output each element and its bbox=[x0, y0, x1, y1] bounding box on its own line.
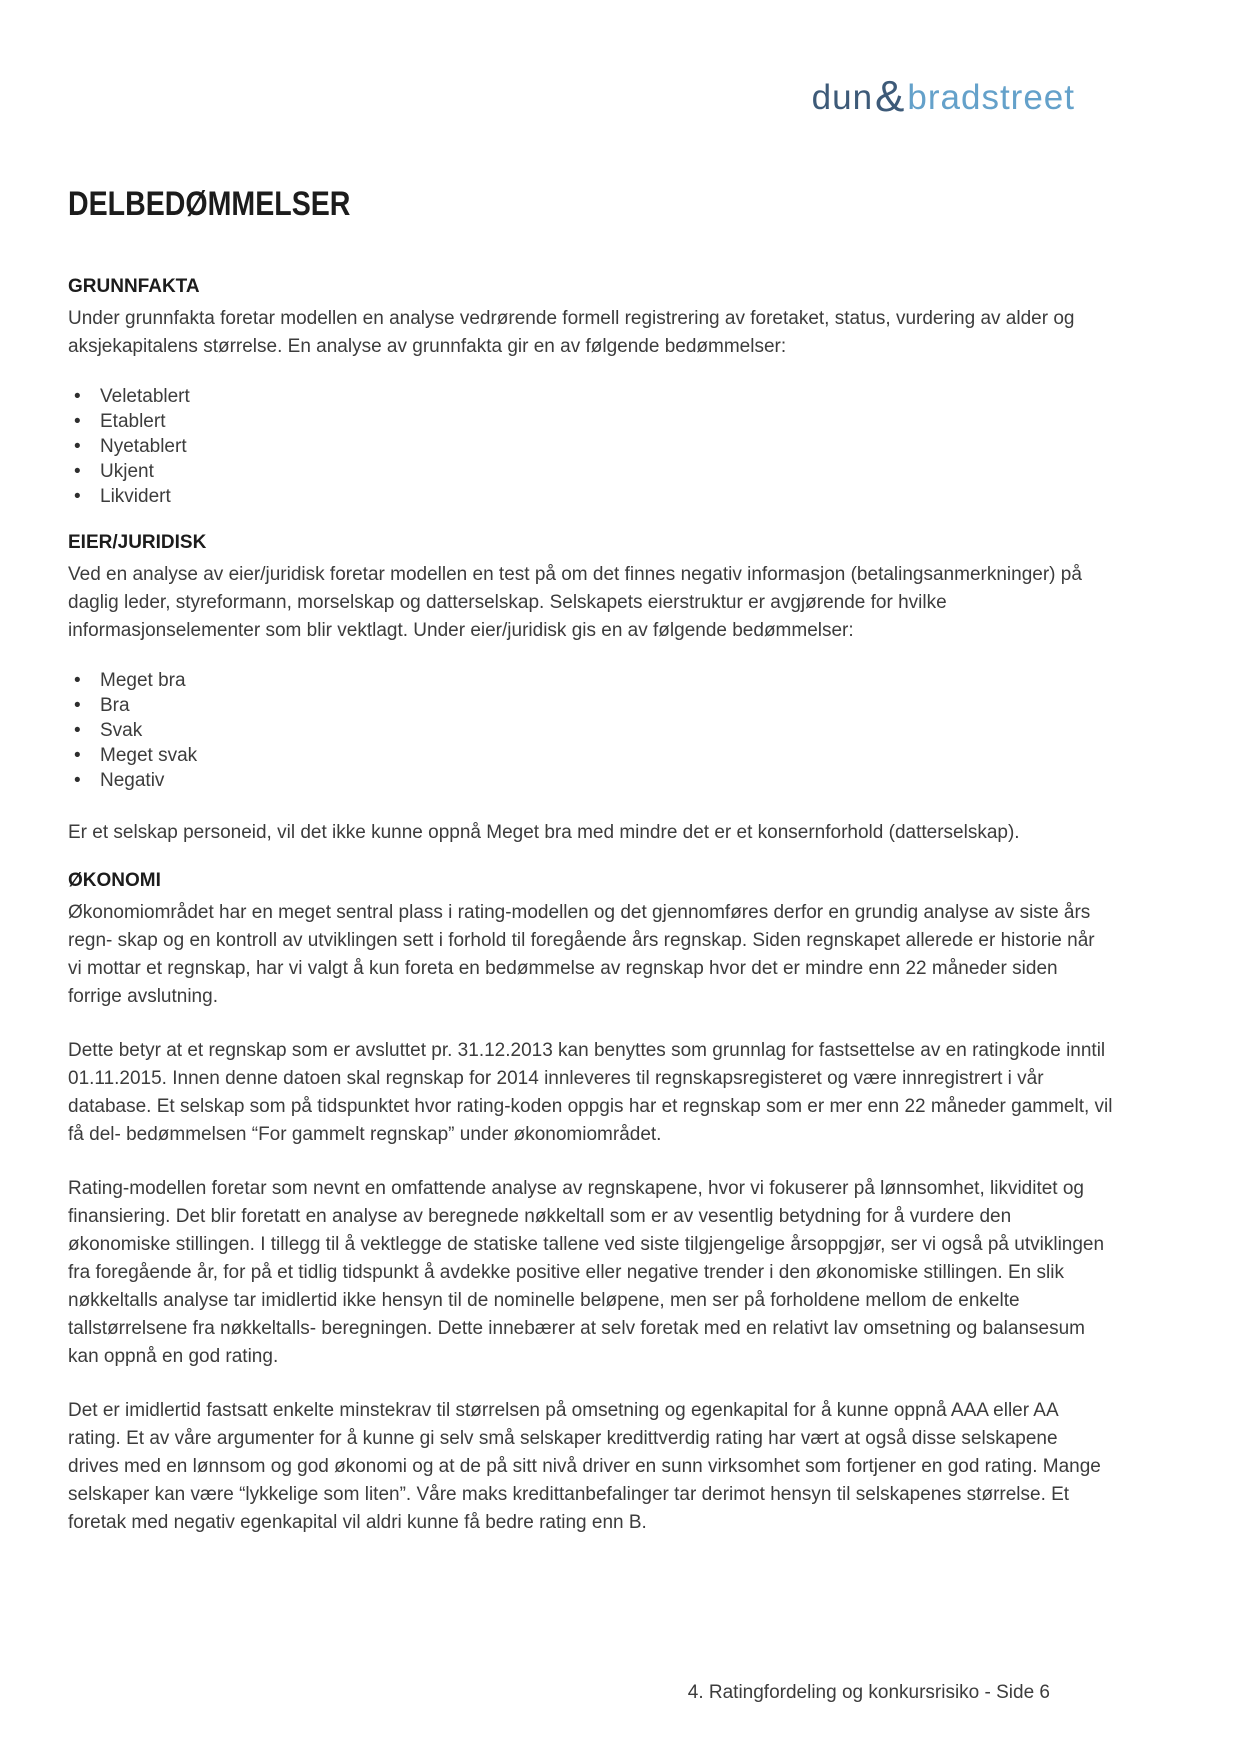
list-item bbox=[68, 668, 1113, 693]
list-item bbox=[68, 743, 1113, 768]
logo-text-bradstreet: bradstreet bbox=[907, 78, 1075, 117]
list-item-label: Meget bra bbox=[100, 670, 186, 691]
bullet-icon: • bbox=[74, 720, 81, 741]
list-item bbox=[68, 434, 1113, 459]
bullet-icon: • bbox=[74, 411, 81, 432]
okonomi-paragraph-4: Det er imidlertid fastsatt enkelte minstekrav til størrelsen på omsetning og egenkapital for å kunne oppnå AAA eller AA rating. Et av våre argumenter for å kunne gi selv små selskaper kredittverdig rating har vært at også disse selskapene drives med en lønnsom og god økonomi og at de på sitt nivå driver en sunn virksomhet som fortjener en god rating. Mange selskaper kan være “lykkelige som liten”. Våre maks kredittanbefalinger tar derimot hensyn til selskapenes størrelse. Et foretak med negativ egenkapital vil aldri kunne få bedre rating enn B. bbox=[68, 1400, 1101, 1533]
grunnfakta-intro-paragraph: Under grunnfakta foretar modellen en analyse vedrørende formell registrering av foretaket, status, vurdering av alder og aksjekapitalens størrelse. En analyse av grunnfakta gir en av følgende bedømmelser: bbox=[68, 308, 1075, 357]
bullet-icon: • bbox=[74, 670, 81, 691]
okonomi-paragraph-1: Økonomiområdet har en meget sentral plass i rating-modellen og det gjennomføres derfor en grundig analyse av siste års regn- skap og en kontroll av utviklingen sett i forhold til foregående års regnskap. Siden regnskapet allerede er historie når vi mottar et regnskap, har vi valgt å kun foreta en bedømmelse av regnskap hvor det er mindre enn 22 måneder siden forrige avslutning. bbox=[68, 902, 1095, 1007]
list-item-label: Likvidert bbox=[100, 486, 171, 507]
eier-juridisk-bullet-list bbox=[68, 668, 1113, 793]
document-content bbox=[68, 0, 1113, 1537]
section-heading-okonomi: ØKONOMI bbox=[68, 870, 161, 891]
list-item-label: Veletablert bbox=[100, 386, 190, 407]
okonomi-paragraph-3: Rating-modellen foretar som nevnt en omfattende analyse av regnskapene, hvor vi fokuserer på lønnsomhet, likviditet og finansiering. Det blir foretatt en analyse av beregnede nøkkeltall som er av vesentlig betydning for å vurdere den økonomiske stillingen. I tillegg til å vektlegge de statiske tallene ved siste tilgjengelige årsoppgjør, ser vi også på utviklingen fra foregående år, for på et tidlig tidspunkt å avdekke positive eller negative trender i den økonomiske stillingen. En slik nøkkeltalls analyse tar imidlertid ikke hensyn til de nominelle beløpene, men ser på forholdene mellom de enkelte tallstørrelsene fra nøkkeltalls- beregningen. Dette innebærer at selv foretak med en relativt lav omsetning og balansesum kan oppnå en god rating. bbox=[68, 1178, 1105, 1367]
list-item bbox=[68, 484, 1113, 509]
section-heading-eier-juridisk: EIER/JURIDISK bbox=[68, 532, 207, 553]
page-title: DELBEDØMMELSER bbox=[68, 185, 351, 223]
logo-text-dun: dun bbox=[811, 78, 874, 117]
list-item bbox=[68, 718, 1113, 743]
bullet-icon: • bbox=[74, 486, 81, 507]
bullet-icon: • bbox=[74, 770, 81, 791]
page-footer: 4. Ratingfordeling og konkursrisiko - Side 6 bbox=[687, 1682, 1050, 1703]
bullet-icon: • bbox=[74, 436, 81, 457]
list-item bbox=[68, 384, 1113, 409]
grunnfakta-bullet-list bbox=[68, 384, 1113, 509]
bullet-icon: • bbox=[74, 695, 81, 716]
list-item bbox=[68, 693, 1113, 718]
list-item-label: Meget svak bbox=[100, 745, 198, 766]
eier-juridisk-intro-paragraph: Ved en analyse av eier/juridisk foretar modellen en test på om det finnes negativ informasjon (betalingsanmerkninger) på daglig leder, styreformann, morselskap og datterselskap. Selskapets eierstruktur er avgjørende for hvilke informasjonselementer som blir vektlagt. Under eier/juridisk gis en av følgende bedømmelser: bbox=[68, 564, 1082, 641]
section-heading-grunnfakta: GRUNNFAKTA bbox=[68, 276, 200, 297]
ampersand-icon: & bbox=[875, 72, 906, 121]
bullet-icon: • bbox=[74, 745, 81, 766]
list-item-label: Negativ bbox=[100, 770, 165, 791]
list-item-label: Svak bbox=[100, 720, 143, 741]
bullet-icon: • bbox=[74, 461, 81, 482]
list-item bbox=[68, 409, 1113, 434]
bullet-icon: • bbox=[74, 386, 81, 407]
list-item-label: Etablert bbox=[100, 411, 166, 432]
list-item-label: Nyetablert bbox=[100, 436, 187, 457]
list-item-label: Ukjent bbox=[100, 461, 154, 482]
list-item bbox=[68, 768, 1113, 793]
okonomi-paragraph-2: Dette betyr at et regnskap som er avsluttet pr. 31.12.2013 kan benyttes som grunnlag for fastsettelse av en ratingkode inntil 01.11.2015. Innen denne datoen skal regnskap for 2014 innleveres til regnskapsregisteret og være innregistrert i vår database. Et selskap som på tidspunktet hvor rating-koden oppgis har et regnskap som er mer enn 22 måneder gammelt, vil få del- bedømmelsen “For gammelt regnskap” under økonomiområdet. bbox=[68, 1040, 1113, 1145]
list-item-label: Bra bbox=[100, 695, 130, 716]
eier-juridisk-note-paragraph: Er et selskap personeid, vil det ikke kunne oppnå Meget bra med mindre det er et konsernforhold (datterselskap). bbox=[68, 822, 1020, 843]
list-item bbox=[68, 459, 1113, 484]
